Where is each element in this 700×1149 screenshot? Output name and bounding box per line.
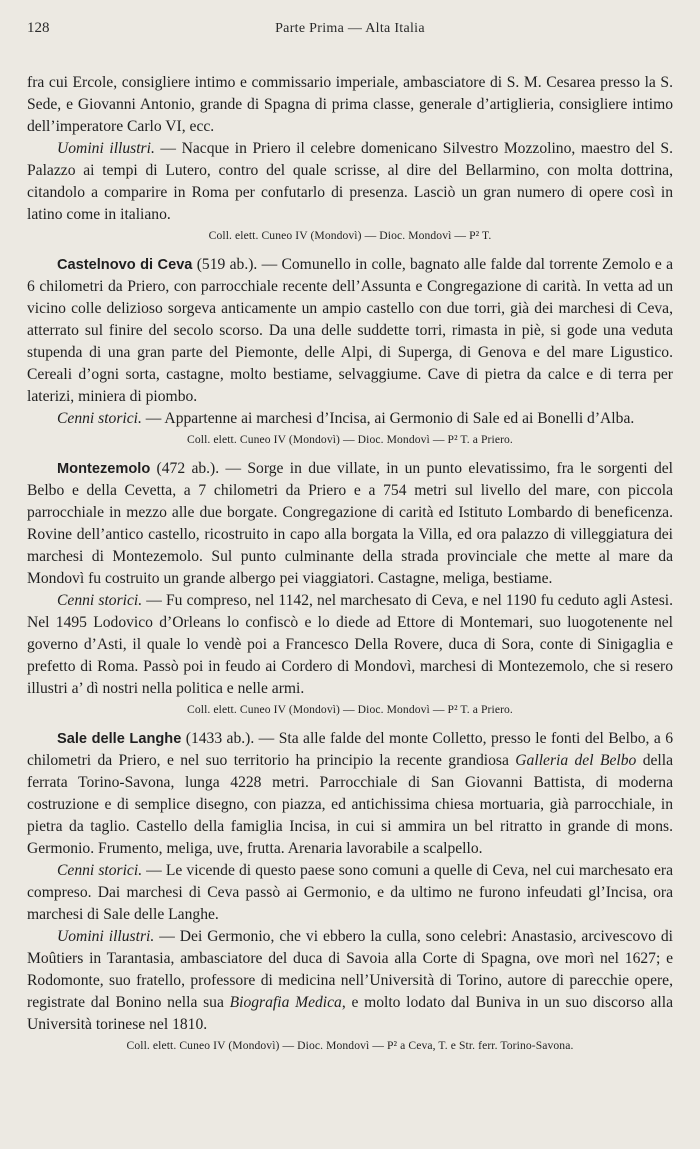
castelnovo-entry bbox=[27, 254, 673, 408]
work-title: Biografia Medica bbox=[229, 994, 342, 1011]
work-title: Galleria del Belbo bbox=[515, 752, 637, 769]
reference-line: Coll. elett. Cuneo IV (Mondovì) — Dioc. Mondovì — P² T. bbox=[208, 229, 492, 242]
paragraph-text: — Fu compreso, nel 1142, nel marchesato di Ceva, e nel 1190 fu ceduto agli Astesi. Nel 1495 Lodovico d’Orleans lo confiscò e lo diede ad Ettore di Montemari, suo luogotenente nel governo d’Asti, il quale lo vendè poi a Francesco Della Rovere, duca di Sora, conte di Sinigaglia e prefetto di Roma. Passò poi in feudo ai Cordero di Mondovì, marchesi di Montezemolo, che si resero illustri a’ dì nostri nella politica e nelle armi. bbox=[27, 592, 673, 697]
section-label: Uomini illustri. bbox=[57, 928, 155, 945]
paragraph-text: — Le vicende di questo paese sono comuni a quelle di Ceva, nel cui marchesato era compreso. Dai marchesi di Ceva passò ai Germonio, e da ultimo ne furono infeudati gl’Incisa, ora marchesi di Sale delle Langhe. bbox=[27, 862, 673, 923]
page-header bbox=[24, 18, 676, 44]
montezemolo-storici-paragraph bbox=[27, 590, 673, 700]
entry-text-continued: della ferrata Torino-Savona, lunga 4228 metri. Parrocchiale di San Giovanni Battista, di moderna costruzione e di semplice disegno, con piazza, ed antichissima chiesa mortuaria, già parrocchiale, in pietra da taglio. Castello della famiglia Incisa, in cui si ammira un bel ritratto in grande di mons. Germonio. Frumento, meliga, uve, frutta. Arenaria lavorabile a scalpello. bbox=[27, 752, 674, 857]
paragraph-text: — Appartenne ai marchesi d’Incisa, ai Germonio di Sale ed ai Bonelli d’Alba. bbox=[141, 410, 635, 427]
place-name: Castelnovo di Ceva bbox=[57, 257, 193, 273]
paragraph-text: — Nacque in Priero il celebre domenicano Silvestro Mozzolino, maestro del S. Palazzo ai tempi di Lutero, contro del quale scrisse, al dire del Bellarmino, con molta dottrina, citandolo a comparire in Roma per confutarlo di presenza. Lasciò un gran numero di opere così in latino come in italiano. bbox=[27, 140, 673, 223]
sale-entry bbox=[27, 728, 673, 860]
continuation-paragraph: fra cui Ercole, consigliere intimo e commissario imperiale, ambasciatore di S. M. Cesarea presso la S. Sede, e Giovanni Antonio, grande di Spagna di prima classe, generale d’artiglieria, consigliere intimo dell’imperatore Carlo VI, ecc. bbox=[27, 74, 673, 135]
reference-line: Coll. elett. Cuneo IV (Mondovì) — Dioc. Mondovì — P² a Ceva, T. e Str. ferr. Torino-Savona. bbox=[126, 1039, 574, 1052]
entry-text: (519 ab.). — Comunello in colle, bagnato alle falde dal torrente Zemolo e a 6 chilometri da Priero, con parrocchiale recente dell’Assunta e Congregazione di carità. In vetta ad un vicino colle delizioso sorgeva anticamente un ampio castello con due torri, già dei marchesi di Ceva, atterrato sul finire del secolo scorso. Da una delle suddette torri, rimasta in piè, si gode una veduta stupenda di una gran parte del Piemonte, delle Alpi, di Superga, di Genova e del mare Ligustico. Cereali d’ogni sorta, castagne, molto bestiame, selvaggiume. Cave di pietra da calce e di terra per laterizi, miniera di piombo. bbox=[27, 256, 673, 405]
paragraph-text-continued: , e molto lodato dal Buniva in un suo discorso alla Università torinese nel 1810. bbox=[27, 994, 674, 1033]
paragraph-text: — Dei Germonio, che vi ebbero la culla, sono celebri: Anastasio, arcivescovo di Moûtiers in Tarantasia, ambasciatore del duca di Savoia alla Corte di Spagna, ove morì nel 1627; e Rodomonte, suo fratello, professore di medicina nell’Università di Torino, autore di parecchie opere, registrate dal Bonino nella sua bbox=[27, 928, 673, 1011]
section-label: Cenni storici. bbox=[57, 410, 142, 427]
place-name: Sale delle Langhe bbox=[57, 731, 182, 747]
section-label: Cenni storici. bbox=[57, 862, 143, 879]
page-number: 128 bbox=[27, 20, 50, 36]
reference-line: Coll. elett. Cuneo IV (Mondovì) — Dioc. Mondovì — P² T. a Priero. bbox=[187, 433, 513, 446]
section-label: Uomini illustri. bbox=[57, 140, 155, 157]
running-title: Parte Prima — Alta Italia bbox=[275, 21, 425, 36]
priero-illustri-paragraph bbox=[27, 138, 673, 226]
sale-storici-paragraph bbox=[27, 860, 673, 926]
entry-text: (472 ab.). — Sorge in due villate, in un punto elevatissimo, fra le sorgenti del Belbo e della Cevetta, a 7 chilometri da Priero e a 754 metri sul livello del mare, con piccola parrocchiale in mezzo alle due borgate. Congregazione di carità ed Istituto Lombardo di beneficenza. Rovine dell’antico castello, ricostruito in capo alla borgata la Villa, ed ora palazzo di villeggiatura dei marchesi di Montezemolo. Sul punto culminante della strada provinciale che mette al mare da Mondovì fu costruito un grande albergo pei viaggiatori. Castagne, meliga, bestiame. bbox=[27, 460, 673, 587]
page-body bbox=[27, 72, 673, 1054]
castelnovo-storici-paragraph bbox=[27, 408, 673, 430]
reference-line: Coll. elett. Cuneo IV (Mondovì) — Dioc. Mondovì — P² T. a Priero. bbox=[187, 703, 513, 716]
entry-text: (1433 ab.). — Sta alle falde del monte Colletto, presso le fonti del Belbo, a 6 chilometri da Priero, e nel suo territorio ha principio la recente grandiosa bbox=[27, 730, 673, 769]
montezemolo-entry bbox=[27, 458, 673, 590]
sale-illustri-paragraph bbox=[27, 926, 673, 1036]
place-name: Montezemolo bbox=[57, 461, 151, 477]
section-label: Cenni storici. bbox=[57, 592, 143, 609]
